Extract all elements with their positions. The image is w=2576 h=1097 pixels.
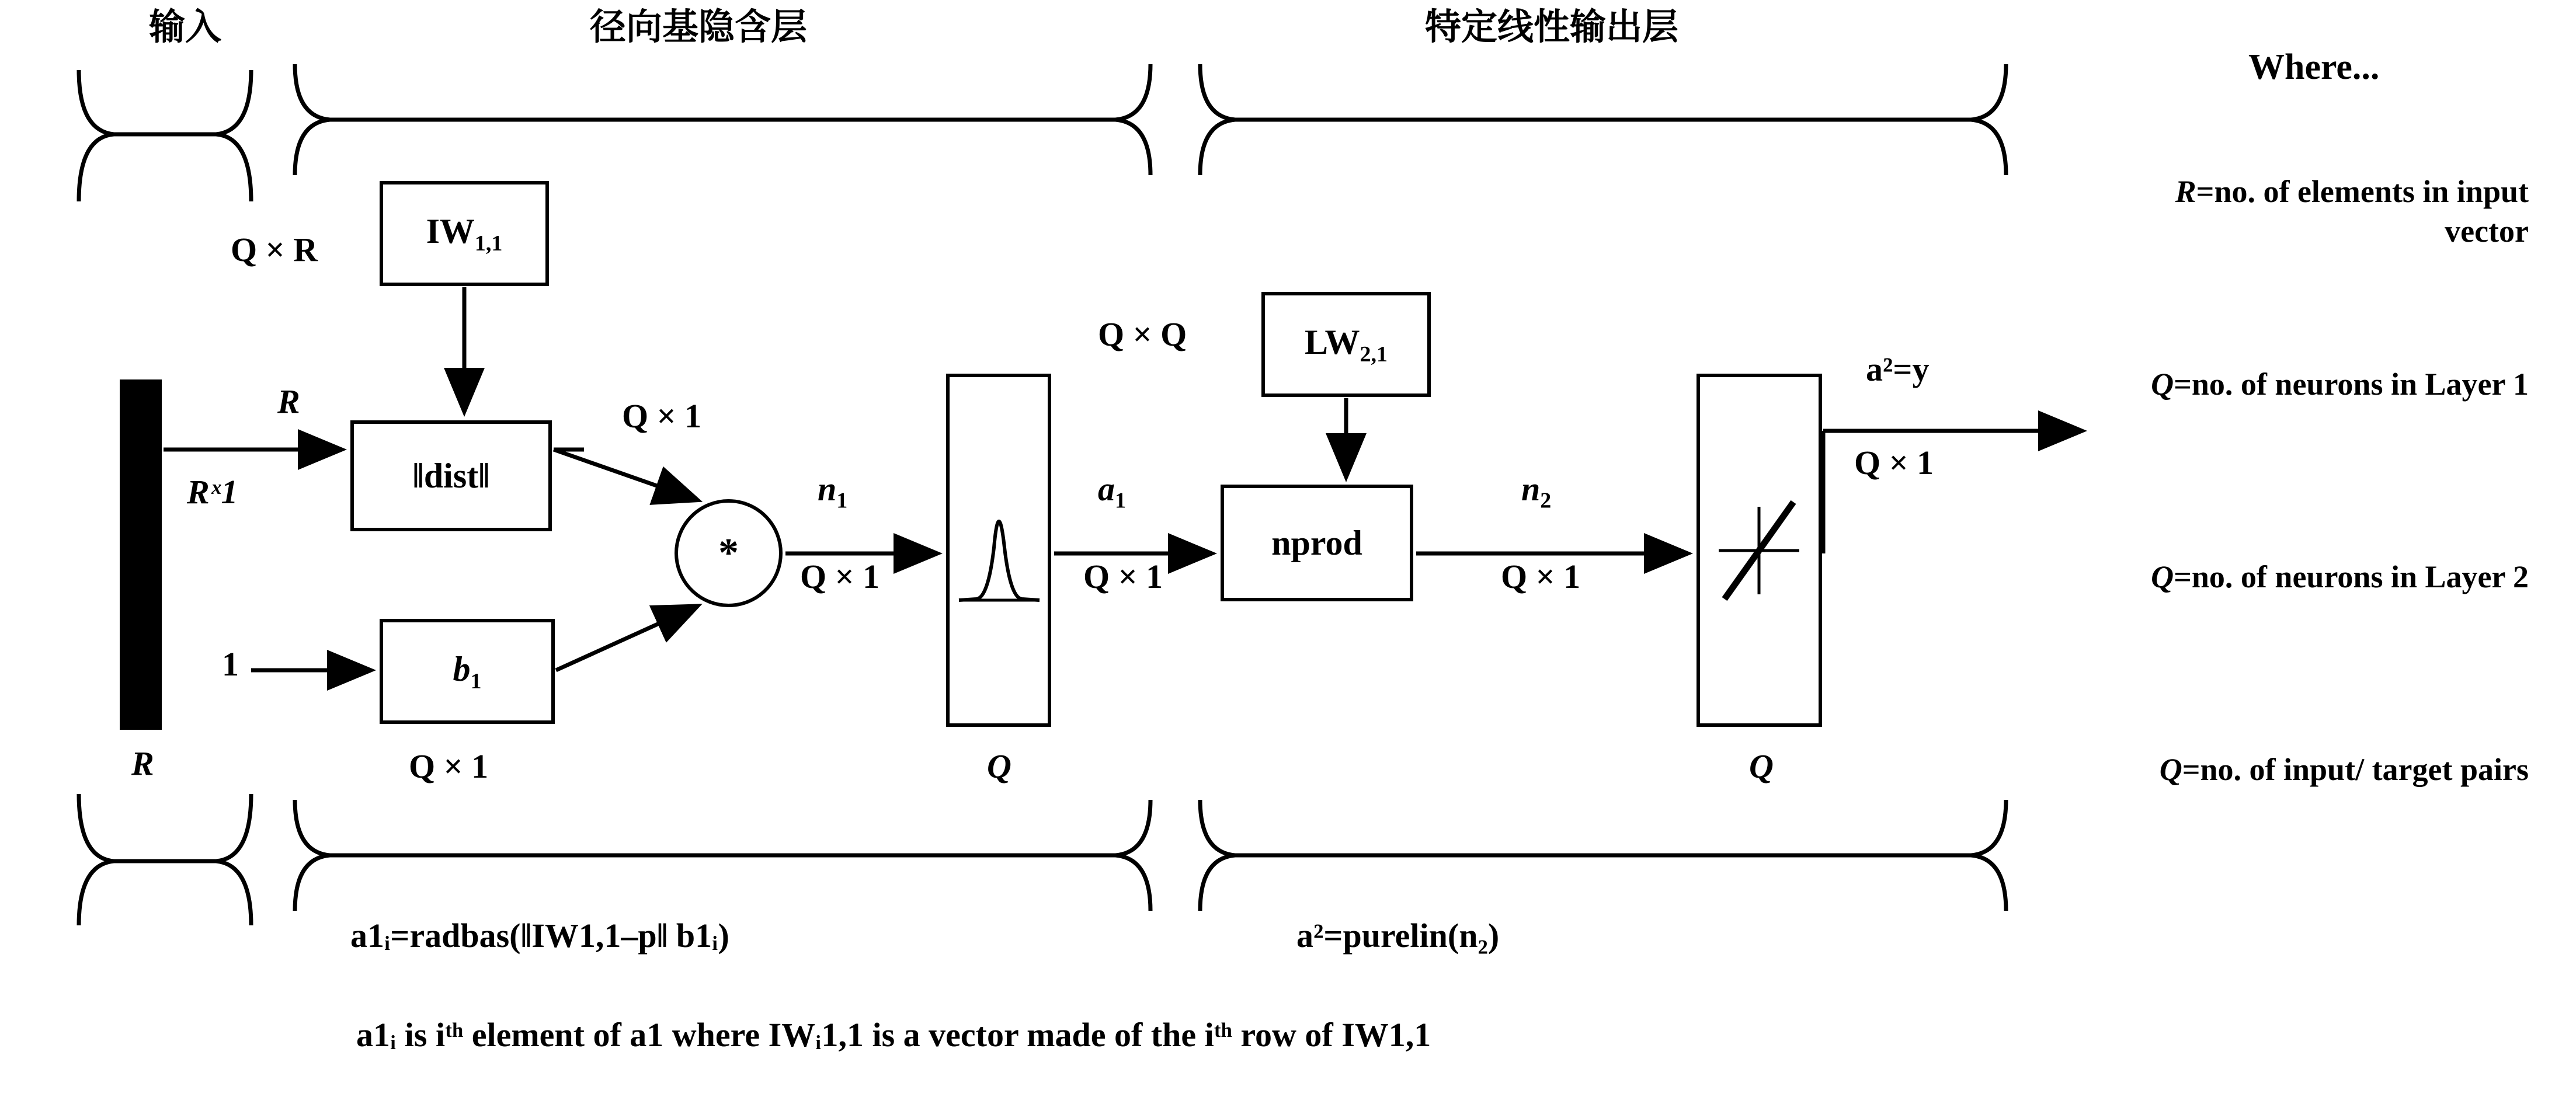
block-lw[interactable] bbox=[1261, 292, 1431, 397]
block-dist[interactable] bbox=[350, 420, 552, 531]
label-one: 1 bbox=[222, 645, 239, 683]
label-a1: $a_1$ bbox=[1098, 470, 1126, 513]
equation-note: a1ᵢ is iᵗʰ element of a1 where IWᵢ1,1 is a vector made of the iᵗʰ row of IW1,1 bbox=[356, 1016, 1431, 1054]
equation-a2: a²=purelin(n₂) bbox=[1296, 917, 1500, 955]
block-radbas[interactable] bbox=[946, 374, 1051, 727]
label-q-layer2: Q bbox=[1749, 747, 1774, 785]
where-item-q-layer2: Q=no. of neurons in Layer 2 bbox=[2151, 559, 2529, 594]
block-product[interactable] bbox=[675, 499, 783, 607]
label-n1: $n_1$ bbox=[818, 470, 848, 513]
label-qxq: Q × Q bbox=[1098, 315, 1187, 353]
block-nprod[interactable] bbox=[1221, 485, 1413, 601]
label-r-under-bar: R bbox=[131, 744, 154, 782]
purelin-line-icon bbox=[1702, 378, 1816, 723]
section-title-input: 输入 bbox=[149, 8, 222, 47]
radbas-curve-icon bbox=[952, 378, 1045, 723]
equation-a1: a1ᵢ=radbas(‖IW1,1–p‖ b1ᵢ) bbox=[350, 917, 729, 955]
section-title-where: Where... bbox=[2248, 47, 2380, 87]
where-item-r: R=no. of elements in input vector bbox=[2175, 174, 2529, 249]
section-title-hidden-layer: 径向基隐含层 bbox=[590, 8, 808, 47]
label-qx1-n2: Q × 1 bbox=[1501, 558, 1581, 595]
label-qx1-n1: Q × 1 bbox=[800, 558, 880, 595]
block-iw[interactable] bbox=[380, 181, 549, 286]
block-purelin[interactable] bbox=[1697, 374, 1822, 727]
section-title-output-layer: 特定线性输出层 bbox=[1425, 8, 1679, 47]
block-iw-label: $IW_{1,1}$ bbox=[426, 211, 503, 256]
block-bias1-label: $b_1$ bbox=[453, 649, 482, 694]
block-product-label: * bbox=[718, 530, 739, 576]
label-qx1-bias: Q × 1 bbox=[409, 747, 489, 785]
block-nprod-label: nprod bbox=[1271, 523, 1362, 562]
where-item-q-layer1: Q=no. of neurons in Layer 1 bbox=[2151, 367, 2529, 402]
label-qx1-dist: Q × 1 bbox=[622, 397, 702, 435]
label-qx1-a1: Q × 1 bbox=[1083, 558, 1163, 595]
input-vector-bar bbox=[120, 379, 162, 730]
where-item-q-pairs: Q=no. of input/ target pairs bbox=[2159, 752, 2529, 787]
label-n2: $n_2$ bbox=[1521, 470, 1552, 513]
block-dist-label: ‖dist‖ bbox=[412, 456, 490, 495]
label-q-layer1: Q bbox=[987, 747, 1011, 785]
label-a2-y: a²=y bbox=[1866, 350, 1930, 388]
block-lw-label: $LW_{2,1}$ bbox=[1304, 322, 1388, 367]
label-qxr: Q × R bbox=[231, 231, 318, 269]
label-r-top: R bbox=[277, 382, 300, 420]
label-qx1-out: Q × 1 bbox=[1854, 444, 1934, 482]
block-bias1[interactable] bbox=[380, 619, 555, 724]
label-rx1: Rˣ1 bbox=[187, 473, 238, 511]
